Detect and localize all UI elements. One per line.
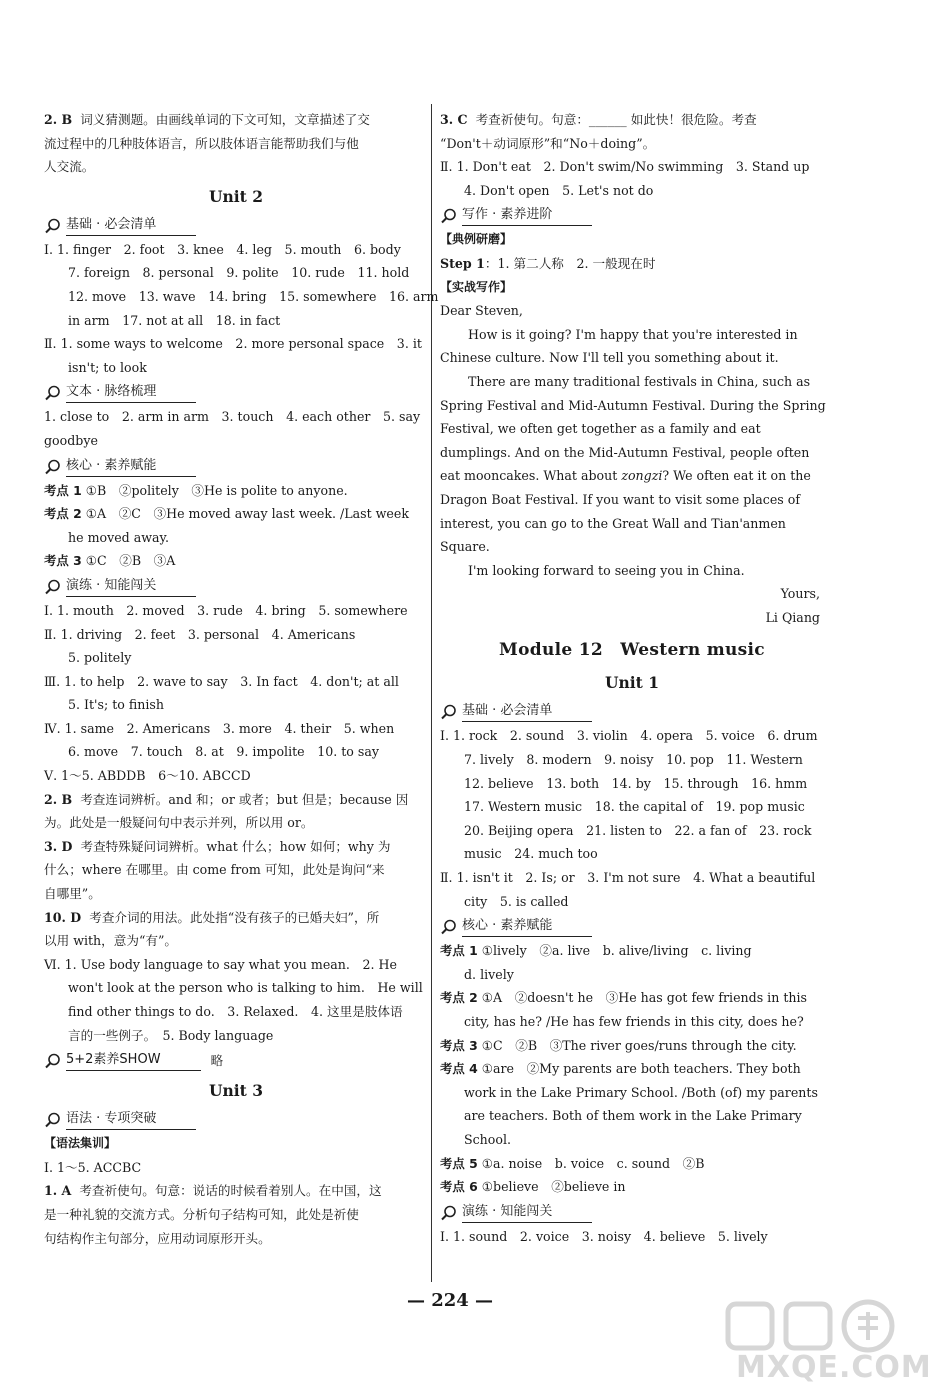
magnifier-icon xyxy=(440,1204,458,1222)
key-point-tag: 考点 3 xyxy=(44,553,82,569)
answer-line: city, has he? /He has few friends in this city, does he? xyxy=(464,1014,804,1029)
section-title: 写作 · 素养进阶 xyxy=(462,206,592,226)
answer-text: 考查介词的用法。此处指“没有孩子的已婚夫妇”，所 xyxy=(89,909,380,925)
magnifier-icon xyxy=(44,1052,62,1070)
sub-section-tag: 【语法集训】 xyxy=(44,1136,117,1151)
key-point-tag: 考点 2 xyxy=(44,506,82,522)
answer-line: 5. It's; to finish xyxy=(68,697,164,713)
letter-line: I'm looking forward to seeing you in China. xyxy=(468,562,745,578)
magnifier-icon xyxy=(440,918,458,936)
unit-title: Unit 2 xyxy=(208,186,263,206)
answer-text: 考查特殊疑问词辨析。what 什么；how 如何；why 为 xyxy=(80,838,391,854)
answer-line: Ⅰ. 1～5. ACCBC xyxy=(44,1159,142,1175)
answer-text: ①a. noise b. voice c. sound ②B xyxy=(477,1155,705,1171)
letter-closing: Yours, xyxy=(780,586,820,602)
top-margin xyxy=(0,0,900,96)
answer-line: Ⅰ. 1. rock 2. sound 3. violin 4. opera 5. voice 6. drum xyxy=(440,728,818,744)
magnifier-icon xyxy=(44,458,62,476)
sub-section-tag: 【典例研磨】 xyxy=(440,232,513,247)
magnifier-icon xyxy=(44,384,62,402)
answer-line: 言的一些例子。 5. Body language xyxy=(68,1027,274,1043)
unit-title: Unit 3 xyxy=(208,1081,263,1101)
section-title: 基础 · 必会清单 xyxy=(66,216,196,236)
answer-text: 以用 with，意为“有”。 xyxy=(44,933,178,949)
section-header xyxy=(440,204,824,228)
section-header xyxy=(440,915,824,939)
section-header xyxy=(44,381,428,405)
magnifier-icon xyxy=(44,217,62,235)
magnifier-icon xyxy=(44,578,62,596)
answer-line: d. lively xyxy=(464,966,514,982)
answer-number: 2. B xyxy=(44,791,73,807)
answer-line: find other things to do. 3. Relaxed. 4. 这里是肢体语 xyxy=(68,1004,403,1019)
answer-line: he moved away. xyxy=(68,529,169,545)
answer-text: “Don't＋动词原形”和“No＋doing”。 xyxy=(440,135,656,151)
answer-text: 什么；where 在哪里。由 come from 可知，此处是询问“来 xyxy=(44,862,385,878)
answer-line: Ⅱ. 1. driving 2. feet 3. personal 4. Americans xyxy=(44,626,356,642)
answer-line: Ⅵ. 1. Use body language to say what you mean. 2. He xyxy=(44,956,397,972)
section-header xyxy=(44,1108,428,1132)
answer-line: won't look at the person who is talking to him. He will xyxy=(68,980,423,996)
key-point-tag: 考点 5 xyxy=(440,1155,478,1171)
answer-text: ①A ②C ③He moved away last week. /Last week xyxy=(81,506,409,522)
answer-line: isn't; to look xyxy=(68,359,147,375)
magnifier-icon xyxy=(440,207,458,225)
answer-text: 考查祈使句。句意：______ 如此快！很危险。考查 xyxy=(475,112,757,127)
key-point-tag: 考点 6 xyxy=(440,1179,478,1195)
module-title: Module 12 Western music xyxy=(499,640,765,661)
answer-line: 12. move 13. wave 14. bring 15. somewhere 16. arm xyxy=(68,288,439,304)
answer-text: ①B ②politely ③He is polite to anyone. xyxy=(81,482,348,498)
answer-line: work in the Lake Primary School. /Both (of) my parents xyxy=(464,1084,818,1100)
answer-line: Ⅰ. 1. finger 2. foot 3. knee 4. leg 5. mouth 6. body xyxy=(44,241,401,257)
answer-number: 3. C xyxy=(440,112,468,127)
answer-line: Ⅱ. 1. isn't it 2. Is; or 3. I'm not sure 4. What a beautiful xyxy=(440,870,816,886)
watermark-url: MXQE.COM xyxy=(736,1350,932,1385)
section-title: 演练 · 知能闯关 xyxy=(66,577,196,597)
section-title: 核心 · 素养赋能 xyxy=(66,457,196,477)
answer-line: 6. move 7. touch 8. at 9. impolite 10. to say xyxy=(68,744,379,760)
answer-text: 考查连词辨析。and 和；or 或者；but 但是；because 因 xyxy=(80,791,409,807)
letter-line: dumplings. And on the Mid-Autumn Festival, people often xyxy=(440,444,810,460)
answer-line: music 24. much too xyxy=(464,846,598,862)
answer-line: in arm 17. not at all 18. in fact xyxy=(68,312,281,328)
right-column xyxy=(440,108,824,1248)
answer-text: ①believe ②believe in xyxy=(477,1179,626,1195)
section-header xyxy=(44,575,428,599)
section-header xyxy=(44,455,428,479)
step-tag: Step 1 xyxy=(440,255,485,271)
answer-line: Ⅰ. 1. sound 2. voice 3. noisy 4. believe 5. lively xyxy=(440,1228,768,1244)
answer-text: ①C ②B ③A xyxy=(81,553,176,569)
answer-number: 1. A xyxy=(44,1183,72,1199)
letter-line: Spring Festival and Mid-Autumn Festival. During the Spring xyxy=(440,397,826,413)
answer-number: 2. B xyxy=(44,112,73,127)
answer-line: School. xyxy=(464,1131,511,1147)
answer-number: 3. D xyxy=(44,838,73,854)
answer-line: are teachers. Both of them work in the Lake Primary xyxy=(464,1108,802,1124)
answer-line: 4. Don't open 5. Let's not do xyxy=(464,182,654,198)
section-header xyxy=(440,700,824,724)
answer-line: 17. Western music 18. the capital of 19. pop music xyxy=(464,799,805,815)
answer-line: 12. believe 13. both 14. by 15. through 16. hmm xyxy=(464,775,808,791)
letter-signature: Li Qiang xyxy=(765,609,820,625)
letter-line: interest, you can go to the Great Wall and Tian'anmen xyxy=(440,515,786,531)
answer-line: Ⅴ. 1～5. ABDDB 6～10. ABCCD xyxy=(44,768,251,784)
answer-line: Ⅱ. 1. Don't eat 2. Don't swim/No swimming 3. Stand up xyxy=(440,159,810,175)
answer-text: 词义猜测题。由画线单词的下文可知，文章描述了交 xyxy=(80,112,370,127)
answer-line: 5. politely xyxy=(68,650,132,666)
answer-line: 20. Beijing opera 21. listen to 22. a fan of 23. rock xyxy=(464,822,812,838)
answer-text: 句结构作主句部分，应用动词原形开头。 xyxy=(44,1230,271,1246)
letter-line: Festival, we often get together as a family and eat xyxy=(440,421,761,437)
answer-text: 人交流。 xyxy=(44,159,95,175)
answer-line: goodbye xyxy=(44,432,98,448)
answer-line: 7. lively 8. modern 9. noisy 10. pop 11. Western xyxy=(464,752,803,768)
section-note: 略 xyxy=(210,1053,224,1069)
section-title: 基础 · 必会清单 xyxy=(462,702,592,722)
letter-line: eat mooncakes. What about zongzi? We often eat it on the xyxy=(440,468,811,484)
page-number: — 224 — xyxy=(406,1290,494,1311)
key-point-tag: 考点 1 xyxy=(440,943,478,959)
answer-line: 7. foreign 8. personal 9. polite 10. rude 11. hold xyxy=(68,265,410,281)
answer-text: ①A ②doesn't he ③He has got few friends in this xyxy=(477,990,807,1006)
column-divider xyxy=(431,104,432,1282)
magnifier-icon xyxy=(440,703,458,721)
key-point-tag: 考点 1 xyxy=(44,482,82,498)
watermark xyxy=(722,1298,932,1390)
answer-line: city 5. is called xyxy=(464,893,569,909)
section-title: 演练 · 知能闯关 xyxy=(462,1203,592,1223)
letter-greeting: Dear Steven, xyxy=(440,303,523,319)
unit-title: Unit 1 xyxy=(604,673,659,693)
answer-text: 流过程中的几种肢体语言，所以肢体语言能帮助我们与他 xyxy=(44,135,359,151)
section-title: 核心 · 素养赋能 xyxy=(462,917,592,937)
section-header xyxy=(44,214,428,238)
answer-text: 是一种礼貌的交流方式。分析句子结构可知，此处是祈使 xyxy=(44,1206,359,1222)
answer-line: Ⅱ. 1. some ways to welcome 2. more personal space 3. it xyxy=(44,336,422,352)
section-title: 5+2素养SHOW xyxy=(66,1051,201,1071)
letter-line: There are many traditional festivals in China, such as xyxy=(468,373,811,389)
answer-text: ：1. 第二人称 2. 一般现在时 xyxy=(484,255,656,271)
watermark-logo-icon xyxy=(722,1298,900,1354)
sub-section-tag: 【实战写作】 xyxy=(440,279,513,294)
left-column xyxy=(44,108,439,1250)
section-title: 文本 · 脉络梳理 xyxy=(66,383,196,403)
key-point-tag: 考点 2 xyxy=(440,990,478,1006)
letter-line: Chinese culture. Now I'll tell you something about it. xyxy=(440,350,779,366)
answer-text: ①are ②My parents are both teachers. They both xyxy=(477,1061,801,1077)
answer-text: 为。此处是一般疑问句中表示并列，所以用 or。 xyxy=(44,815,314,831)
key-point-tag: 考点 3 xyxy=(440,1037,478,1053)
letter-line: Square. xyxy=(440,539,490,555)
answer-text: ①lively ②a. live b. alive/living c. living xyxy=(477,943,752,959)
answer-line: Ⅲ. 1. to help 2. wave to say 3. In fact 4. don't; at all xyxy=(44,673,399,689)
answer-line: 1. close to 2. arm in arm 3. touch 4. each other 5. say xyxy=(44,409,421,425)
answer-line: Ⅰ. 1. mouth 2. moved 3. rude 4. bring 5. somewhere xyxy=(44,602,408,618)
answer-text: 自哪里”。 xyxy=(44,886,101,902)
letter-line: How is it going? I'm happy that you're interested in xyxy=(468,326,798,342)
section-title: 语法 · 专项突破 xyxy=(66,1110,196,1130)
section-header xyxy=(440,1201,824,1225)
magnifier-icon xyxy=(44,1111,62,1129)
section-header xyxy=(44,1049,428,1073)
answer-text: ①C ②B ③The river goes/runs through the city. xyxy=(477,1037,797,1053)
answer-text: 考查祈使句。句意：说话的时候看着别人。在中国，这 xyxy=(79,1183,382,1199)
answer-line: Ⅳ. 1. same 2. Americans 3. more 4. their 5. when xyxy=(44,720,395,736)
key-point-tag: 考点 4 xyxy=(440,1061,478,1077)
answer-number: 10. D xyxy=(44,909,82,925)
letter-line: Dragon Boat Festival. If you want to visit some places of xyxy=(440,491,801,507)
